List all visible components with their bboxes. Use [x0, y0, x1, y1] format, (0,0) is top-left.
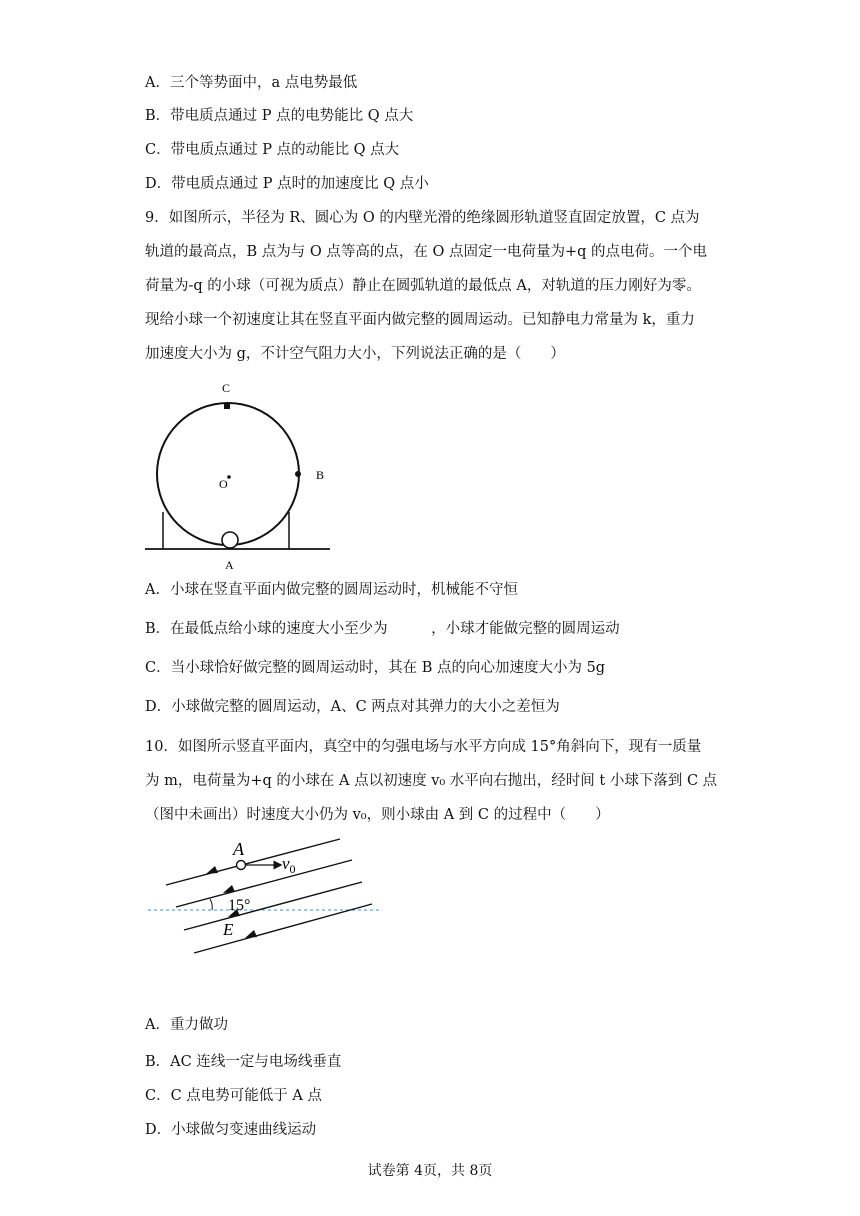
- angle-arc: [210, 899, 212, 910]
- q10-stem-line-2: 为 m，电荷量为+q 的小球在 A 点以初速度 v₀ 水平向右抛出，经时间 t 小球下落到 C 点: [145, 773, 718, 789]
- q10-electric-field-figure: [140, 835, 390, 965]
- label-o: O: [219, 477, 228, 491]
- field-line-2: [176, 860, 352, 907]
- page-footer: 试卷第 4页，共 8页: [367, 1163, 493, 1179]
- label-e: E: [223, 920, 234, 939]
- q8-option-a: A．三个等势面中，a 点电势最低: [145, 75, 358, 91]
- label-angle-15: 15°: [228, 897, 251, 914]
- q8-option-c: C．带电质点通过 P 点的动能比 Q 点大: [145, 142, 400, 158]
- q10-option-c: C．C 点电势可能低于 A 点: [145, 1088, 322, 1104]
- label-b: B: [316, 468, 325, 482]
- q10-option-b: B．AC 连线一定与电场线垂直: [145, 1054, 342, 1070]
- field-arrow-2: [223, 885, 235, 893]
- q9-option-a: A．小球在竖直平面内做完整的圆周运动时，机械能不守恒: [145, 582, 518, 598]
- label-v0: $v_0$: [282, 854, 296, 876]
- q9-stem-line-3: 荷量为-q 的小球（可视为质点）静止在圆弧轨道的最低点 A，对轨道的压力刚好为零。: [145, 278, 701, 294]
- q8-option-d: D．带电质点通过 P 点时的加速度比 Q 点小: [145, 176, 429, 192]
- q10-option-a: A．重力做功: [145, 1017, 228, 1033]
- q9-stem-line-5: 加速度大小为 g，不计空气阻力大小，下列说法正确的是（ ）: [145, 346, 565, 362]
- label-c: C: [222, 381, 231, 395]
- label-a: A: [225, 558, 234, 572]
- q8-option-b: B．带电质点通过 P 点的电势能比 Q 点大: [145, 108, 414, 124]
- point-a-ball: [237, 861, 246, 870]
- q10-stem-line-1: 10．如图所示竖直平面内，真空中的匀强电场与水平方向成 15°角斜向下，现有一质量: [145, 739, 702, 755]
- q9-option-b: B．在最低点给小球的速度大小至少为 ，小球才能做完整的圆周运动: [145, 621, 620, 637]
- q9-option-c: C．当小球恰好做完整的圆周运动时，其在 B 点的向心加速度大小为 5g: [145, 660, 606, 676]
- ball-at-a: [222, 532, 238, 548]
- point-c-marker: [224, 404, 230, 409]
- q9-stem-line-2: 轨道的最高点，B 点为与 O 点等高的点，在 O 点固定一电荷量为+q 的点电荷。一个电: [145, 244, 708, 260]
- q9-circle-track-figure: [140, 375, 340, 575]
- field-line-1: [166, 839, 340, 885]
- field-line-3: [184, 882, 362, 930]
- field-arrow-4: [245, 930, 257, 938]
- field-line-4: [194, 904, 372, 953]
- label-a: A: [233, 839, 244, 859]
- q10-stem-line-3: （图中未画出）时速度大小仍为 v₀，则小球由 A 到 C 的过程中（ ）: [145, 807, 610, 823]
- center-o-marker: [227, 475, 231, 479]
- circular-track: [157, 403, 299, 545]
- field-arrow-1: [206, 866, 218, 874]
- q10-option-d: D．小球做匀变速曲线运动: [145, 1122, 317, 1138]
- q9-stem-line-4: 现给小球一个初速度让其在竖直平面内做完整的圆周运动。已知静电力常量为 k，重力: [145, 312, 695, 328]
- point-b-marker: [295, 471, 301, 477]
- q9-option-d: D．小球做完整的圆周运动，A、C 两点对其弹力的大小之差恒为: [145, 699, 560, 715]
- q9-stem-line-1: 9．如图所示，半径为 R、圆心为 O 的内壁光滑的绝缘圆形轨道竖直固定放置，C 点为: [145, 210, 700, 226]
